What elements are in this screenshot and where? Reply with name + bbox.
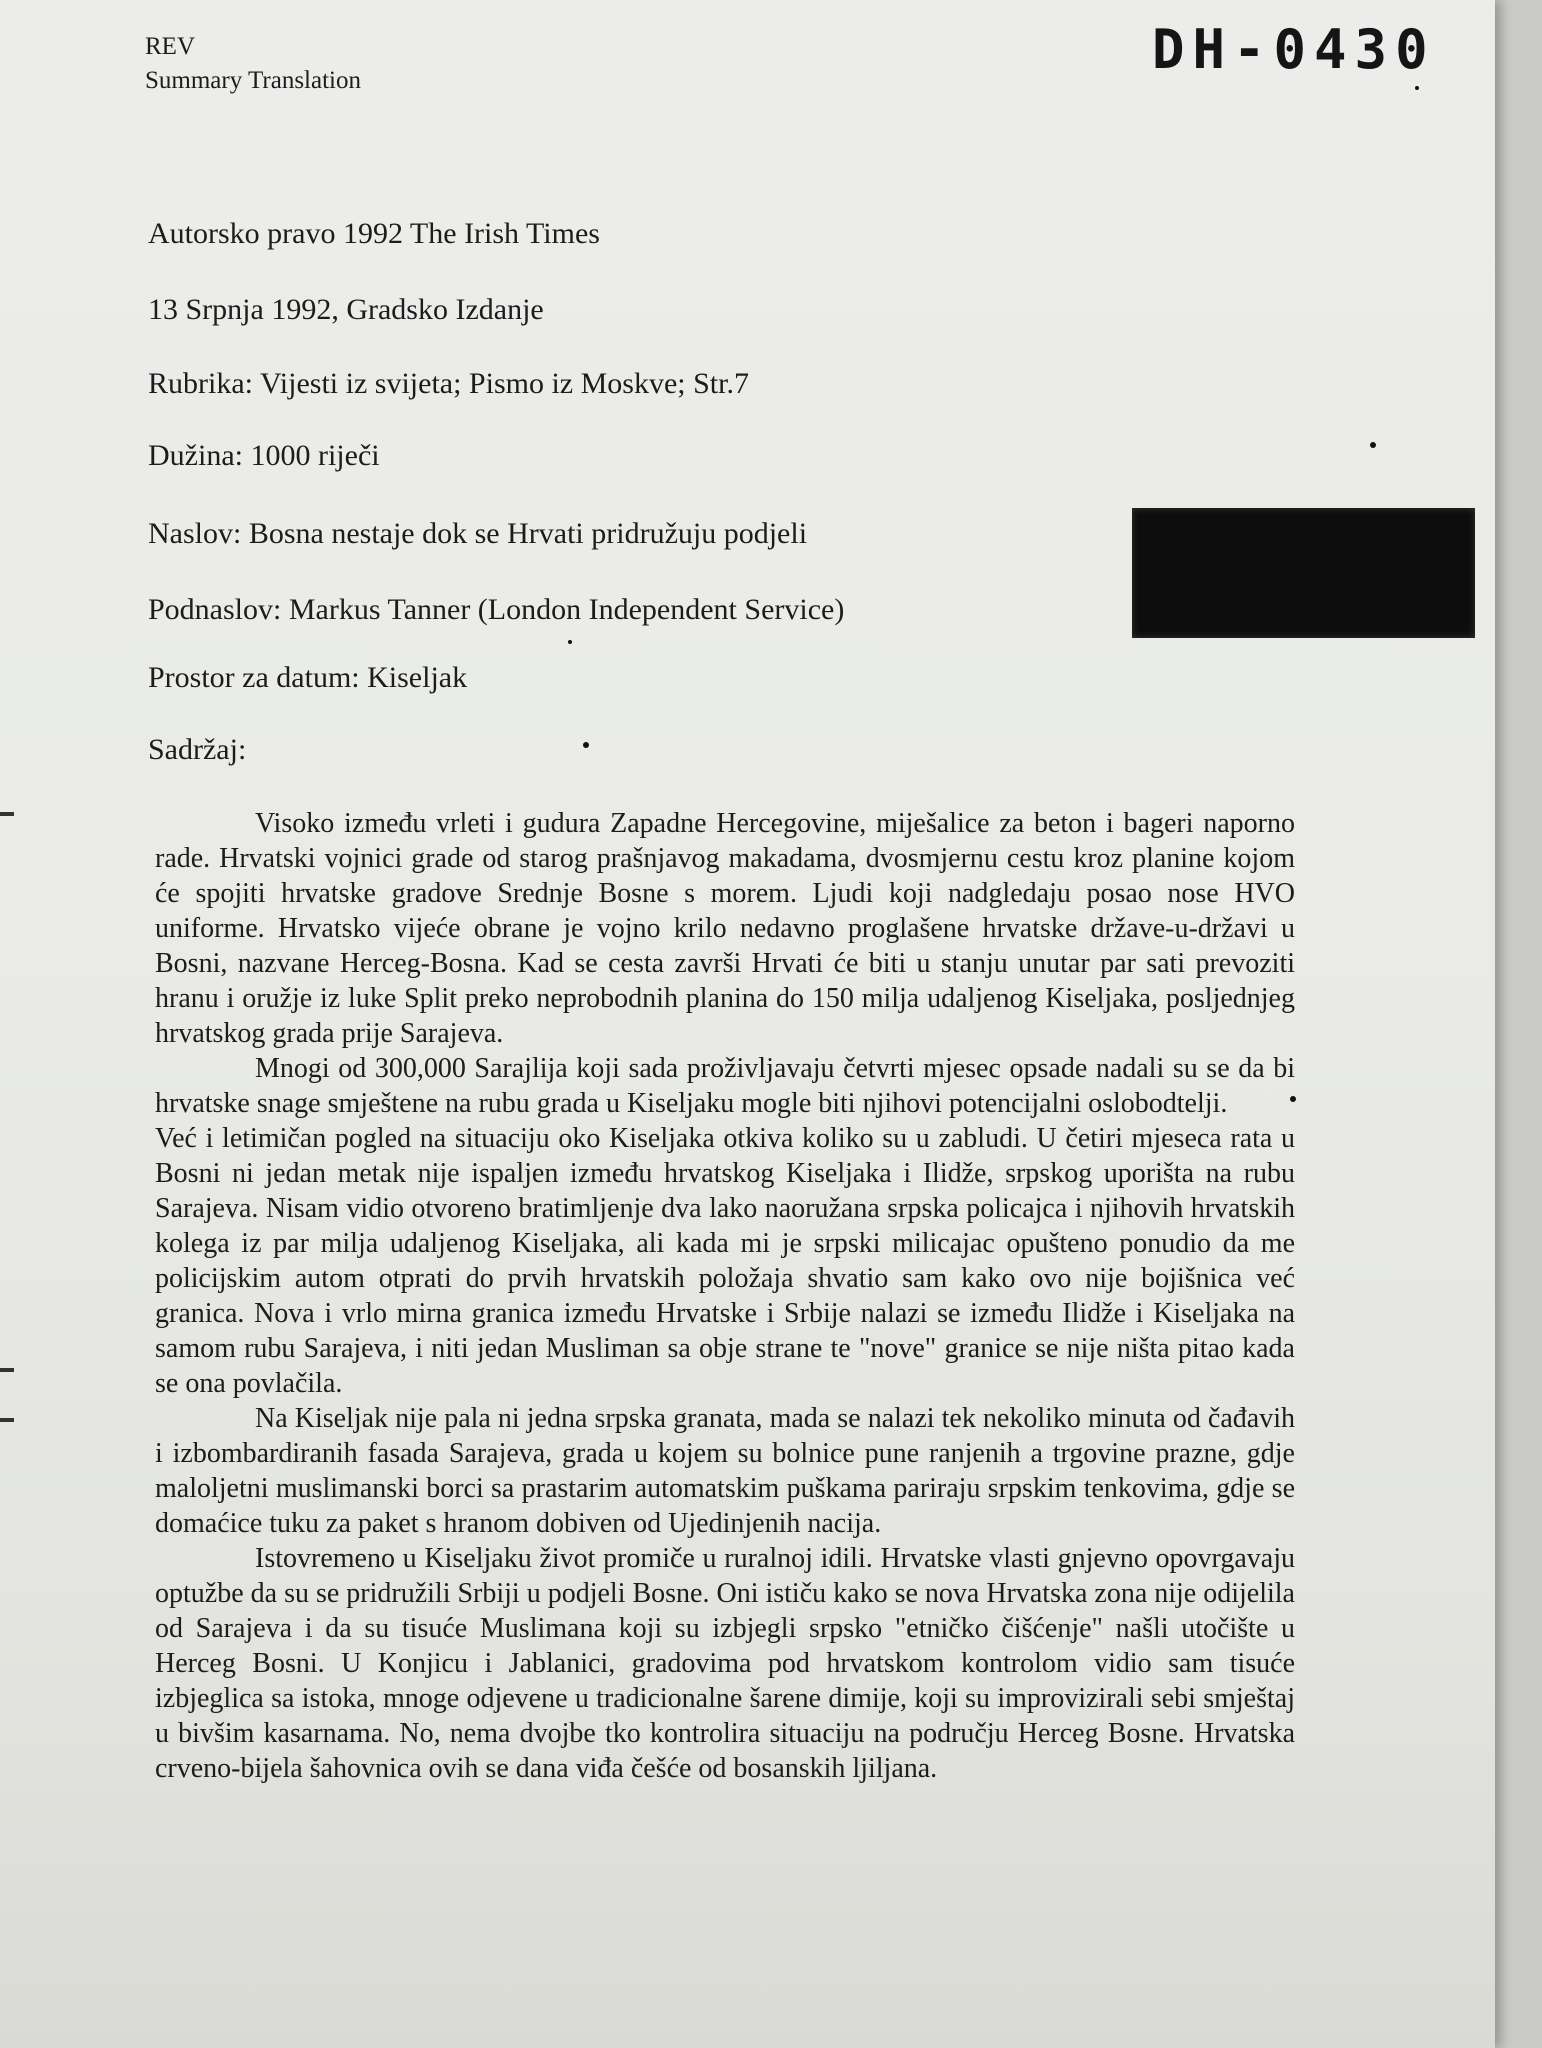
article-paragraph-5: Istovremeno u Kiseljaku život promiče u ruralnoj idili. Hrvatske vlasti gnjevno opovrgavaju optužbe da su se pridružili Srbiji u podjeli Bosne. Oni ističu kako se nova Hrvatska zona nije odijelila od Sarajeva i da su tisuće Muslimana koji su izbjegli srpsko "etničko čišćenje" našli utočište u Herceg Bosni. U Konjicu i Jablanici, gradovima pod hrvatskom kontrolom vidio sam tisuće izbjeglica sa istoka, mnoge odjevene u tradicionalne šarene dimije, koji su improvizirali sebi smještaj u bivšim kasarnama. No, nema dvojbe tko kontrolira situaciju na području Herceg Bosne. Hrvatska crveno-bijela šahovnica ovih se dana viđa češće od bosanskih ljiljana. bbox=[155, 1543, 1295, 1784]
article-paragraph-3: Već i letimičan pogled na situaciju oko Kiseljaka otkiva koliko su u zabludi. U četiri mjeseca rata u Bosni ni jedan metak nije ispaljen između hrvatskog Kiseljaka i Ilidže, srpskog uporišta na rubu Sarajeva. Nisam vidio otvoreno bratimljenje dva lako naoružana srpska policajca i njihovih hrvatskih kolega iz par milja udaljenog Kiseljaka, ali kada mi je srpski milicajac opušteno ponudio da me policijskim autom otprati do prvih hrvatskih položaja shvatio sam kako ovo nije bojišnica već granica. Nova i vrlo mirna granica između Hrvatske i Srbije nalazi se između Ilidže i Kiseljaka na samom rubu Sarajeva, i niti jedan Musliman sa obje strane te "nove" granice se nije ništa pitao kada se ona povlačila. bbox=[155, 1123, 1295, 1399]
byline-line: Podnaslov: Markus Tanner (London Independent Service) bbox=[148, 593, 845, 626]
scan-speck bbox=[1370, 442, 1376, 448]
date-line: 13 Srpnja 1992, Gradsko Izdanje bbox=[148, 293, 544, 326]
section-line: Rubrika: Vijesti iz svijeta; Pismo iz Moskve; Str.7 bbox=[148, 367, 749, 400]
scan-speck bbox=[568, 640, 572, 644]
dateline-line: Prostor za datum: Kiseljak bbox=[148, 661, 468, 694]
header-summary-translation: Summary Translation bbox=[145, 67, 361, 94]
content-label: Sadržaj: bbox=[148, 733, 247, 766]
scan-speck bbox=[1415, 86, 1419, 90]
header-rev: REV bbox=[145, 33, 195, 60]
scan-speck bbox=[1290, 1096, 1296, 1102]
scan-edge-mark bbox=[0, 1418, 14, 1422]
copyright-line: Autorsko pravo 1992 The Irish Times bbox=[148, 217, 600, 250]
redaction-block bbox=[1132, 508, 1475, 638]
scan-speck bbox=[583, 742, 589, 748]
scan-edge-mark bbox=[0, 1368, 14, 1372]
article-paragraph-1: Visoko između vrleti i gudura Zapadne Hercegovine, miješalice za beton i bageri naporno rade. Hrvatski vojnici grade od starog prašnjavog makadama, dvosmjernu cestu kroz planine kojom će spojiti hrvatske gradove Srednje Bosne s morem. Ljudi koji nadgledaju posao nose HVO uniforme. Hrvatsko vijeće obrane je vojno krilo nedavno proglašene hrvatske države-u-državi u Bosni, nazvane Herceg-Bosna. Kad se cesta završi Hrvati će biti u stanju unutar par sati prevoziti hranu i oružje iz luke Split preko neprobodnih planina do 150 milja udaljenog Kiseljaka, posljednjeg hrvatskog grada prije Sarajeva. bbox=[155, 808, 1295, 1049]
length-line: Dužina: 1000 riječi bbox=[148, 439, 380, 472]
scan-edge-mark bbox=[0, 812, 14, 816]
article-body bbox=[155, 806, 1295, 1786]
document-stamp-number: DH-0430 bbox=[1152, 18, 1436, 81]
headline-line: Naslov: Bosna nestaje dok se Hrvati pridružuju podjeli bbox=[148, 517, 808, 550]
article-paragraph-2: Mnogi od 300,000 Sarajlija koji sada proživljavaju četvrti mjesec opsade nadali su se da bi hrvatske snage smještene na rubu grada u Kiseljaku mogle biti njihovi potencijalni oslobodtelji. bbox=[155, 1053, 1295, 1119]
article-paragraph-4: Na Kiseljak nije pala ni jedna srpska granata, mada se nalazi tek nekoliko minuta od čađavih i izbombardiranih fasada Sarajeva, grada u kojem su bolnice pune ranjenih a trgovine prazne, gdje maloljetni muslimanski borci sa prastarim automatskim puškama pariraju srpskim tenkovima, gdje se domaćice tuku za paket s hranom dobiven od Ujedinjenih nacija. bbox=[155, 1403, 1295, 1539]
